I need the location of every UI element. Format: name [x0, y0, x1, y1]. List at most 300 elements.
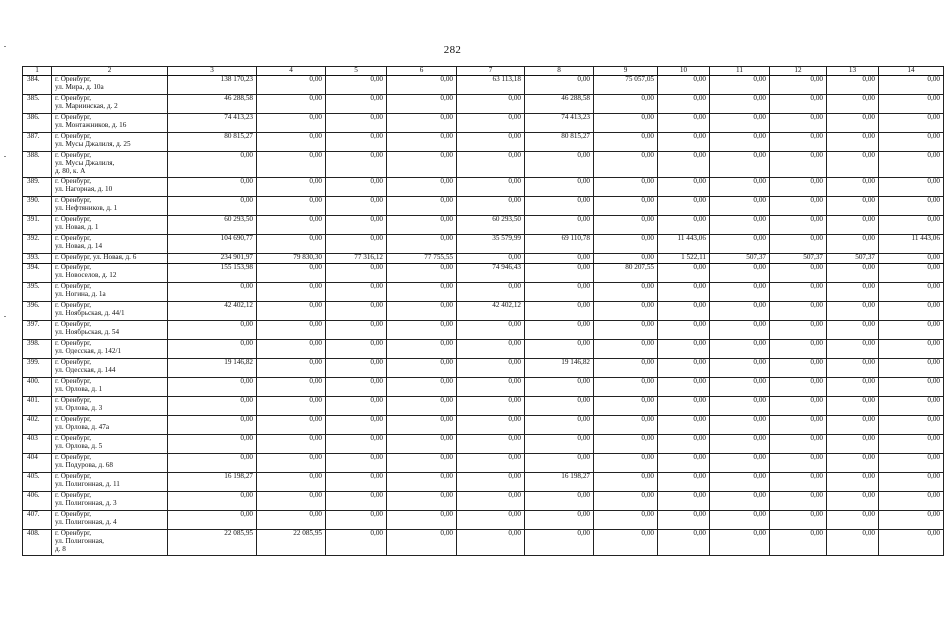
value-cell: 0,00: [257, 473, 326, 492]
value-cell: 0,00: [710, 114, 770, 133]
value-cell: 0,00: [594, 454, 658, 473]
value-cell: 60 293,50: [457, 216, 525, 235]
row-number-cell: 399.: [23, 359, 52, 378]
value-cell: 0,00: [879, 511, 944, 530]
value-cell: 0,00: [257, 492, 326, 511]
value-cell: 0,00: [594, 95, 658, 114]
value-cell: 0,00: [879, 321, 944, 340]
value-cell: 0,00: [326, 264, 387, 283]
value-cell: 0,00: [525, 216, 594, 235]
table-row: [23, 216, 944, 235]
address-line: ул. Полигонная, д. 4: [55, 517, 117, 526]
value-cell: 0,00: [658, 530, 710, 556]
value-cell: 0,00: [827, 114, 879, 133]
value-cell: 0,00: [457, 416, 525, 435]
address-line: г. Оренбург,: [55, 132, 92, 140]
row-number-cell: 395.: [23, 283, 52, 302]
value-cell: 0,00: [770, 340, 827, 359]
value-cell: 19 146,82: [168, 359, 257, 378]
value-cell: 0,00: [257, 197, 326, 216]
value-cell: 0,00: [658, 416, 710, 435]
value-cell: 0,00: [387, 133, 457, 152]
value-cell: 0,00: [879, 416, 944, 435]
value-cell: 74 413,23: [168, 114, 257, 133]
value-cell: 0,00: [257, 397, 326, 416]
value-cell: 0,00: [827, 197, 879, 216]
value-cell: 0,00: [770, 454, 827, 473]
table-row: [23, 359, 944, 378]
value-cell: 0,00: [168, 511, 257, 530]
table-row: [23, 302, 944, 321]
value-cell: 0,00: [457, 321, 525, 340]
value-cell: 0,00: [168, 492, 257, 511]
value-cell: 0,00: [827, 152, 879, 178]
column-number-cell: 6: [387, 67, 457, 76]
address-line: г. Оренбург,: [55, 75, 92, 83]
value-cell: 0,00: [457, 378, 525, 397]
address-cell: [52, 114, 168, 133]
value-cell: 74 413,23: [525, 114, 594, 133]
value-cell: 0,00: [387, 178, 457, 197]
value-cell: 0,00: [827, 302, 879, 321]
column-number-cell: 10: [658, 67, 710, 76]
value-cell: 0,00: [257, 216, 326, 235]
value-cell: 0,00: [326, 492, 387, 511]
value-cell: 0,00: [710, 321, 770, 340]
address-cell: [52, 473, 168, 492]
address-cell: [52, 359, 168, 378]
address-cell: [52, 492, 168, 511]
value-cell: 0,00: [710, 235, 770, 254]
value-cell: 0,00: [326, 416, 387, 435]
address-cell: [52, 76, 168, 95]
value-cell: 0,00: [658, 397, 710, 416]
value-cell: 0,00: [827, 473, 879, 492]
value-cell: 0,00: [326, 216, 387, 235]
value-cell: 0,00: [770, 235, 827, 254]
column-number-cell: 1: [23, 67, 52, 76]
value-cell: 0,00: [326, 340, 387, 359]
address-line: г. Оренбург,: [55, 529, 92, 537]
value-cell: 80 815,27: [168, 133, 257, 152]
value-cell: 0,00: [710, 454, 770, 473]
address-cell: [52, 416, 168, 435]
value-cell: 0,00: [525, 492, 594, 511]
table-row: [23, 340, 944, 359]
value-cell: 0,00: [827, 530, 879, 556]
column-number-cell: 2: [52, 67, 168, 76]
value-cell: 0,00: [827, 264, 879, 283]
value-cell: 0,00: [326, 283, 387, 302]
value-cell: 0,00: [770, 321, 827, 340]
value-cell: 0,00: [879, 152, 944, 178]
address-line: г. Оренбург,: [55, 177, 92, 185]
value-cell: 0,00: [710, 264, 770, 283]
value-cell: 0,00: [827, 133, 879, 152]
value-cell: 507,37: [827, 254, 879, 264]
value-cell: 0,00: [710, 473, 770, 492]
column-number-cell: 11: [710, 67, 770, 76]
value-cell: 0,00: [326, 302, 387, 321]
value-cell: 0,00: [457, 283, 525, 302]
value-cell: 0,00: [525, 321, 594, 340]
value-cell: 0,00: [594, 197, 658, 216]
table-row: [23, 435, 944, 454]
value-cell: 0,00: [594, 492, 658, 511]
address-cell: [52, 178, 168, 197]
value-cell: 0,00: [770, 302, 827, 321]
value-cell: 0,00: [387, 76, 457, 95]
address-line: г. Оренбург,: [55, 94, 92, 102]
address-line: г. Оренбург,: [55, 396, 92, 404]
address-line: ул. Орлова, д. 5: [55, 441, 103, 450]
value-cell: 0,00: [827, 511, 879, 530]
address-cell: [52, 235, 168, 254]
value-cell: 0,00: [594, 216, 658, 235]
value-cell: 0,00: [326, 178, 387, 197]
value-cell: 11 443,06: [879, 235, 944, 254]
address-line: ул. Ногина, д. 1а: [55, 289, 106, 298]
value-cell: 0,00: [257, 359, 326, 378]
address-line: ул. Орлова, д. 47а: [55, 422, 110, 431]
address-line: г. Оренбург,: [55, 510, 92, 518]
value-cell: 0,00: [879, 397, 944, 416]
value-cell: 0,00: [525, 454, 594, 473]
address-cell: [52, 530, 168, 556]
address-cell: [52, 435, 168, 454]
value-cell: 42 402,12: [168, 302, 257, 321]
value-cell: 0,00: [326, 435, 387, 454]
value-cell: 74 946,43: [457, 264, 525, 283]
value-cell: 0,00: [326, 152, 387, 178]
value-cell: 0,00: [525, 264, 594, 283]
column-number-row: [23, 67, 944, 76]
value-cell: 138 170,23: [168, 76, 257, 95]
value-cell: 155 153,98: [168, 264, 257, 283]
value-cell: 0,00: [658, 76, 710, 95]
value-cell: 0,00: [457, 359, 525, 378]
row-number-cell: 404: [23, 454, 52, 473]
address-cell: [52, 254, 168, 264]
value-cell: 0,00: [387, 302, 457, 321]
address-line: ул. Одесская, д. 144: [55, 365, 116, 374]
value-cell: 0,00: [770, 95, 827, 114]
value-cell: 22 085,95: [257, 530, 326, 556]
value-cell: 0,00: [594, 133, 658, 152]
value-cell: 0,00: [770, 492, 827, 511]
value-cell: 0,00: [257, 302, 326, 321]
row-number-cell: 407.: [23, 511, 52, 530]
value-cell: 0,00: [326, 454, 387, 473]
value-cell: 0,00: [710, 302, 770, 321]
value-cell: 0,00: [594, 340, 658, 359]
value-cell: 0,00: [257, 454, 326, 473]
value-cell: 0,00: [879, 76, 944, 95]
data-table: [22, 66, 944, 556]
value-cell: 0,00: [594, 321, 658, 340]
value-cell: 0,00: [326, 95, 387, 114]
value-cell: 0,00: [525, 152, 594, 178]
value-cell: 0,00: [594, 530, 658, 556]
value-cell: 0,00: [387, 530, 457, 556]
value-cell: 0,00: [257, 264, 326, 283]
address-cell: [52, 302, 168, 321]
column-number-cell: 9: [594, 67, 658, 76]
column-number-cell: 14: [879, 67, 944, 76]
table-row: [23, 283, 944, 302]
value-cell: 0,00: [770, 435, 827, 454]
table-row: [23, 416, 944, 435]
row-number-cell: 385.: [23, 95, 52, 114]
value-cell: 0,00: [525, 511, 594, 530]
address-cell: [52, 197, 168, 216]
value-cell: 22 085,95: [168, 530, 257, 556]
table-row: [23, 114, 944, 133]
value-cell: 0,00: [658, 435, 710, 454]
value-cell: 0,00: [525, 76, 594, 95]
address-line: ул. Полигонная,: [55, 536, 104, 545]
value-cell: 0,00: [168, 435, 257, 454]
value-cell: 0,00: [326, 530, 387, 556]
value-cell: 0,00: [879, 340, 944, 359]
value-cell: 0,00: [594, 178, 658, 197]
value-cell: 0,00: [168, 397, 257, 416]
value-cell: 507,37: [770, 254, 827, 264]
table-row: [23, 235, 944, 254]
table-row: [23, 454, 944, 473]
value-cell: 0,00: [770, 133, 827, 152]
value-cell: 0,00: [879, 492, 944, 511]
value-cell: 507,37: [710, 254, 770, 264]
address-line: г. Оренбург,: [55, 339, 92, 347]
address-line: ул. Мариинская, д. 2: [55, 101, 118, 110]
table-row: [23, 473, 944, 492]
value-cell: 0,00: [658, 216, 710, 235]
row-number-cell: 408.: [23, 530, 52, 556]
address-line: г. Оренбург,: [55, 151, 92, 159]
column-number-cell: 7: [457, 67, 525, 76]
address-line: г. Оренбург,: [55, 472, 92, 480]
value-cell: 0,00: [710, 197, 770, 216]
table-row: [23, 178, 944, 197]
value-cell: 0,00: [326, 397, 387, 416]
value-cell: 0,00: [658, 302, 710, 321]
value-cell: 0,00: [827, 397, 879, 416]
address-line: ул. Мусы Джалиля,: [55, 158, 115, 167]
value-cell: 0,00: [525, 530, 594, 556]
value-cell: 0,00: [770, 216, 827, 235]
value-cell: 0,00: [710, 340, 770, 359]
value-cell: 0,00: [658, 133, 710, 152]
value-cell: 0,00: [525, 283, 594, 302]
value-cell: 0,00: [387, 264, 457, 283]
address-cell: [52, 340, 168, 359]
row-number-cell: 403: [23, 435, 52, 454]
value-cell: 0,00: [168, 321, 257, 340]
row-number-cell: 389.: [23, 178, 52, 197]
value-cell: 0,00: [457, 114, 525, 133]
value-cell: 0,00: [827, 378, 879, 397]
value-cell: 0,00: [658, 321, 710, 340]
value-cell: 0,00: [457, 473, 525, 492]
value-cell: 0,00: [168, 416, 257, 435]
value-cell: 0,00: [387, 340, 457, 359]
value-cell: 0,00: [594, 235, 658, 254]
value-cell: 0,00: [387, 473, 457, 492]
column-number-cell: 12: [770, 67, 827, 76]
table-row: [23, 76, 944, 95]
value-cell: 0,00: [879, 264, 944, 283]
value-cell: 0,00: [387, 378, 457, 397]
value-cell: 0,00: [770, 283, 827, 302]
row-number-cell: 386.: [23, 114, 52, 133]
value-cell: 0,00: [658, 511, 710, 530]
table-row: [23, 530, 944, 556]
value-cell: 0,00: [827, 492, 879, 511]
value-cell: 0,00: [525, 435, 594, 454]
value-cell: 0,00: [387, 197, 457, 216]
value-cell: 0,00: [658, 473, 710, 492]
value-cell: 0,00: [827, 235, 879, 254]
value-cell: 0,00: [879, 378, 944, 397]
value-cell: 0,00: [827, 340, 879, 359]
scan-mark: [4, 316, 6, 317]
value-cell: 0,00: [770, 264, 827, 283]
value-cell: 0,00: [827, 416, 879, 435]
value-cell: 0,00: [387, 216, 457, 235]
value-cell: 0,00: [387, 492, 457, 511]
value-cell: 104 690,77: [168, 235, 257, 254]
value-cell: 0,00: [168, 152, 257, 178]
value-cell: 0,00: [168, 283, 257, 302]
row-number-cell: 397.: [23, 321, 52, 340]
value-cell: 0,00: [658, 114, 710, 133]
value-cell: 0,00: [168, 178, 257, 197]
value-cell: 0,00: [387, 454, 457, 473]
address-line: ул. Орлова, д. 1: [55, 384, 103, 393]
address-cell: [52, 283, 168, 302]
address-cell: [52, 95, 168, 114]
address-cell: [52, 378, 168, 397]
address-cell: [52, 133, 168, 152]
value-cell: 0,00: [827, 359, 879, 378]
value-cell: 80 815,27: [525, 133, 594, 152]
value-cell: 0,00: [770, 152, 827, 178]
value-cell: 0,00: [770, 178, 827, 197]
value-cell: 0,00: [387, 321, 457, 340]
value-cell: 0,00: [879, 435, 944, 454]
value-cell: 0,00: [879, 254, 944, 264]
address-line: ул. Орлова, д. 3: [55, 403, 103, 412]
row-number-cell: 405.: [23, 473, 52, 492]
value-cell: 0,00: [827, 178, 879, 197]
value-cell: 0,00: [457, 397, 525, 416]
value-cell: 0,00: [658, 95, 710, 114]
value-cell: 0,00: [658, 152, 710, 178]
value-cell: 0,00: [257, 283, 326, 302]
address-line: ул. Монтажников, д. 16: [55, 120, 127, 129]
row-number-cell: 398.: [23, 340, 52, 359]
value-cell: 0,00: [525, 397, 594, 416]
address-cell: [52, 264, 168, 283]
address-line: г. Оренбург,: [55, 453, 92, 461]
value-cell: 19 146,82: [525, 359, 594, 378]
value-cell: 0,00: [710, 511, 770, 530]
address-line: г. Оренбург,: [55, 263, 92, 271]
value-cell: 0,00: [457, 95, 525, 114]
table-row: [23, 492, 944, 511]
value-cell: 0,00: [879, 302, 944, 321]
value-cell: 0,00: [525, 340, 594, 359]
value-cell: 0,00: [879, 530, 944, 556]
value-cell: 0,00: [594, 511, 658, 530]
value-cell: 0,00: [457, 340, 525, 359]
value-cell: 0,00: [594, 473, 658, 492]
value-cell: 0,00: [387, 359, 457, 378]
value-cell: 0,00: [387, 283, 457, 302]
value-cell: 0,00: [525, 416, 594, 435]
value-cell: 0,00: [387, 397, 457, 416]
value-cell: 0,00: [658, 454, 710, 473]
value-cell: 0,00: [658, 197, 710, 216]
value-cell: 0,00: [594, 397, 658, 416]
scan-mark: [4, 156, 6, 157]
row-number-cell: 391.: [23, 216, 52, 235]
value-cell: 0,00: [710, 416, 770, 435]
column-number-cell: 13: [827, 67, 879, 76]
value-cell: 16 198,27: [525, 473, 594, 492]
value-cell: 0,00: [879, 178, 944, 197]
table-row: [23, 378, 944, 397]
value-cell: 0,00: [770, 511, 827, 530]
row-number-cell: 394.: [23, 264, 52, 283]
value-cell: 0,00: [658, 359, 710, 378]
address-cell: [52, 397, 168, 416]
address-line: г. Оренбург,: [55, 113, 92, 121]
row-number-cell: 388.: [23, 152, 52, 178]
row-number-cell: 384.: [23, 76, 52, 95]
value-cell: 0,00: [827, 283, 879, 302]
value-cell: 0,00: [879, 454, 944, 473]
address-line: г. Оренбург,: [55, 377, 92, 385]
value-cell: 0,00: [879, 283, 944, 302]
value-cell: 0,00: [879, 216, 944, 235]
value-cell: 0,00: [594, 283, 658, 302]
row-number-cell: 406.: [23, 492, 52, 511]
value-cell: 35 579,99: [457, 235, 525, 254]
address-line: ул. Полигонная, д. 3: [55, 498, 117, 507]
value-cell: 0,00: [770, 76, 827, 95]
value-cell: 0,00: [879, 114, 944, 133]
value-cell: 0,00: [658, 378, 710, 397]
value-cell: 0,00: [525, 254, 594, 264]
value-cell: 0,00: [770, 473, 827, 492]
value-cell: 0,00: [770, 530, 827, 556]
value-cell: 0,00: [594, 378, 658, 397]
value-cell: 0,00: [168, 197, 257, 216]
value-cell: 0,00: [457, 530, 525, 556]
value-cell: 0,00: [257, 152, 326, 178]
value-cell: 0,00: [457, 454, 525, 473]
value-cell: 0,00: [525, 302, 594, 321]
value-cell: 0,00: [525, 378, 594, 397]
value-cell: 46 288,58: [525, 95, 594, 114]
value-cell: 63 113,18: [457, 76, 525, 95]
address-line: г. Оренбург,: [55, 434, 92, 442]
address-line: г. Оренбург,: [55, 234, 92, 242]
value-cell: 0,00: [387, 435, 457, 454]
value-cell: 0,00: [326, 235, 387, 254]
